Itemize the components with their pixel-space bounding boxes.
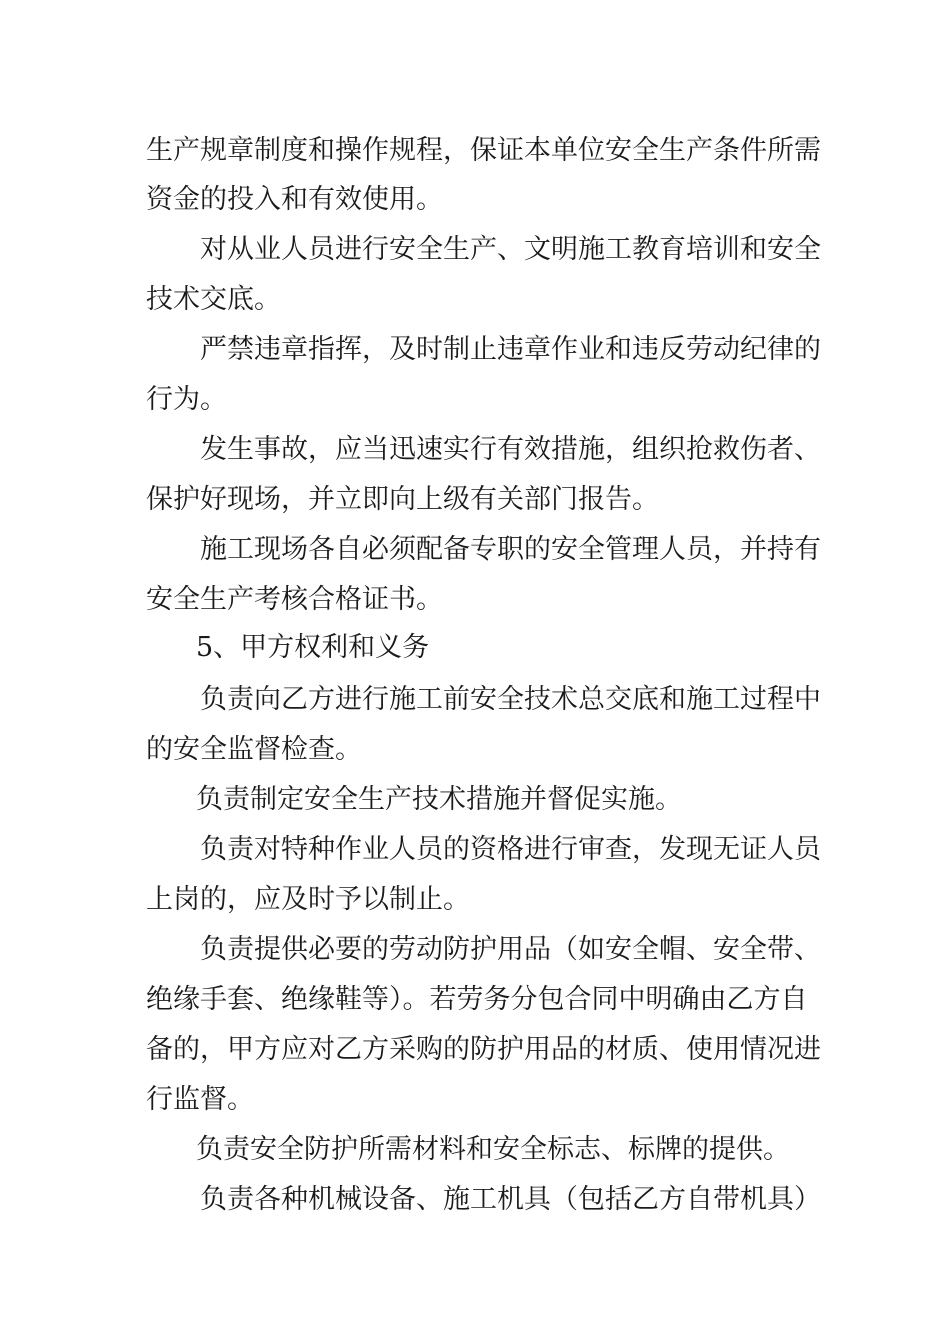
text-line: 安全生产考核合格证书。	[146, 584, 443, 615]
text-line: 负责向乙方进行施工前安全技术总交底和施工过程中	[200, 684, 821, 715]
text-line: 负责提供必要的劳动防护用品（如安全帽、安全带、	[200, 934, 821, 965]
text-line: 技术交底。	[146, 284, 281, 315]
text-line: 严禁违章指挥，及时制止违章作业和违反劳动纪律的	[200, 334, 821, 365]
text-line: 的安全监督检查。	[146, 734, 362, 765]
text-line: 保护好现场，并立即向上级有关部门报告。	[146, 484, 659, 515]
text-line: 资金的投入和有效使用。	[146, 184, 443, 215]
text-line: 施工现场各自必须配备专职的安全管理人员，并持有	[200, 534, 821, 565]
text-line: 负责各种机械设备、施工机具（包括乙方自带机具）	[200, 1184, 821, 1215]
text-line: 负责对特种作业人员的资格进行审查，发现无证人员	[200, 834, 821, 865]
text-line: 生产规章制度和操作规程，保证本单位安全生产条件所需	[146, 135, 821, 166]
text-line: 行为。	[146, 384, 227, 415]
text-line: 行监督。	[146, 1084, 254, 1115]
text-line: 备的，甲方应对乙方采购的防护用品的材质、使用情况进	[146, 1034, 821, 1065]
text-line: 上岗的，应及时予以制止。	[146, 884, 470, 915]
text-line: 发生事故，应当迅速实行有效措施，组织抢救伤者、	[200, 434, 821, 465]
text-line: 绝缘手套、绝缘鞋等）。若劳务分包合同中明确由乙方自	[146, 984, 808, 1015]
text-line: 负责制定安全生产技术措施并督促实施。	[196, 784, 682, 815]
text-line: 负责安全防护所需材料和安全标志、标牌的提供。	[196, 1134, 790, 1165]
text-line: 对从业人员进行安全生产、文明施工教育培训和安全	[200, 234, 821, 265]
section-heading: 5、甲方权利和义务	[196, 632, 430, 663]
